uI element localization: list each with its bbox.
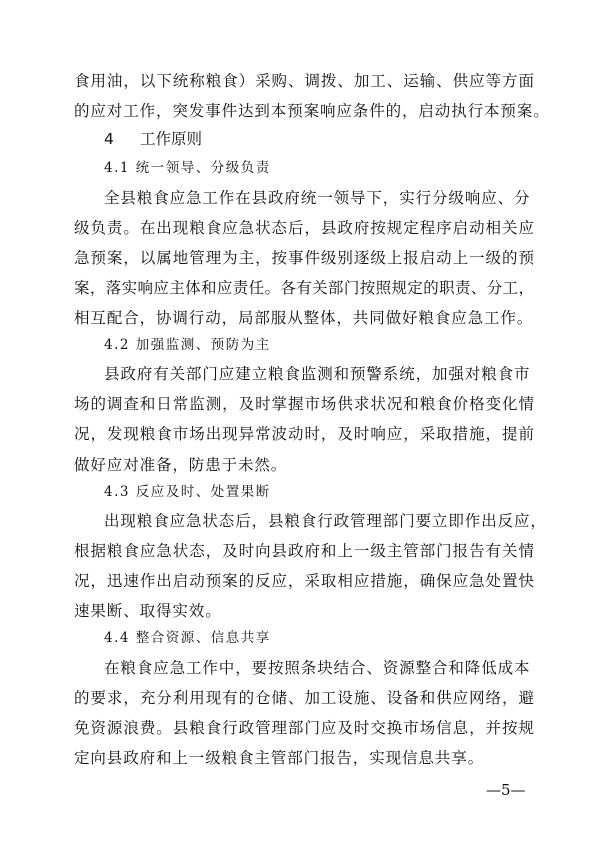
- text-line: 的要求，充分利用现有的仓储、加工设施、设备和供应网络，避: [74, 689, 534, 707]
- subsection-heading: 4.1 统一领导、分级负责: [104, 160, 271, 176]
- text-line: 食用油，以下统称粮食）采购、调拨、加工、运输、供应等方面: [74, 72, 534, 90]
- subsection-heading: 4.2 加强监测、预防为主: [104, 337, 271, 353]
- text-line: 急预案，以属地管理为主，按事件级别逐级上报启动上一级的预: [74, 249, 534, 267]
- page-number: —5—: [486, 781, 526, 799]
- subsection-heading: 4.3 反应及时、处置果断: [104, 484, 271, 500]
- text-line: 速果断、取得实效。: [74, 602, 222, 620]
- text-line: 做好应对准备，防患于未然。: [74, 456, 288, 474]
- text-line: 案，落实响应主体和应责任。各有关部门按照规定的职责、分工，: [74, 279, 534, 297]
- text-line: 况，发现粮食市场出现异常波动时，及时响应，采取措施，提前: [74, 425, 534, 443]
- text-line: 定向县政府和上一级粮食主管部门报告，实现信息共享。: [74, 749, 485, 767]
- text-line: 免资源浪费。县粮食行政管理部门应及时交换市场信息，并按规: [74, 719, 534, 737]
- text-line: 的应对工作，突发事件达到本预案响应条件的，启动执行本预案。: [74, 102, 550, 120]
- section-heading: [104, 128, 202, 150]
- text-line: 相互配合，协调行动，局部服从整体，共同做好粮食应急工作。: [74, 309, 534, 327]
- text-line: 在粮食应急工作中，要按照条块结合、资源整合和降低成本: [104, 659, 531, 677]
- text-line: 级负责。在出现粮食应急状态后，县政府按规定程序启动相关应: [74, 219, 534, 237]
- section-title: 工作原则: [140, 130, 203, 148]
- text-line: 根据粮食应急状态，及时向县政府和上一级主管部门报告有关情: [74, 542, 534, 560]
- section-number: 4: [104, 130, 114, 148]
- text-line: 县政府有关部门应建立粮食监测和预警系统，加强对粮食市: [104, 365, 531, 383]
- text-line: 全县粮食应急工作在县政府统一领导下，实行分级响应、分: [104, 189, 531, 207]
- text-line: 出现粮食应急状态后，县粮食行政管理部门要立即作出反应，: [104, 512, 547, 530]
- text-line: 况，迅速作出启动预案的反应，采取相应措施，确保应急处置快: [74, 572, 534, 590]
- subsection-heading: 4.4 整合资源、信息共享: [104, 630, 271, 646]
- text-line: 场的调查和日常监测，及时掌握市场供求状况和粮食价格变化情: [74, 395, 534, 413]
